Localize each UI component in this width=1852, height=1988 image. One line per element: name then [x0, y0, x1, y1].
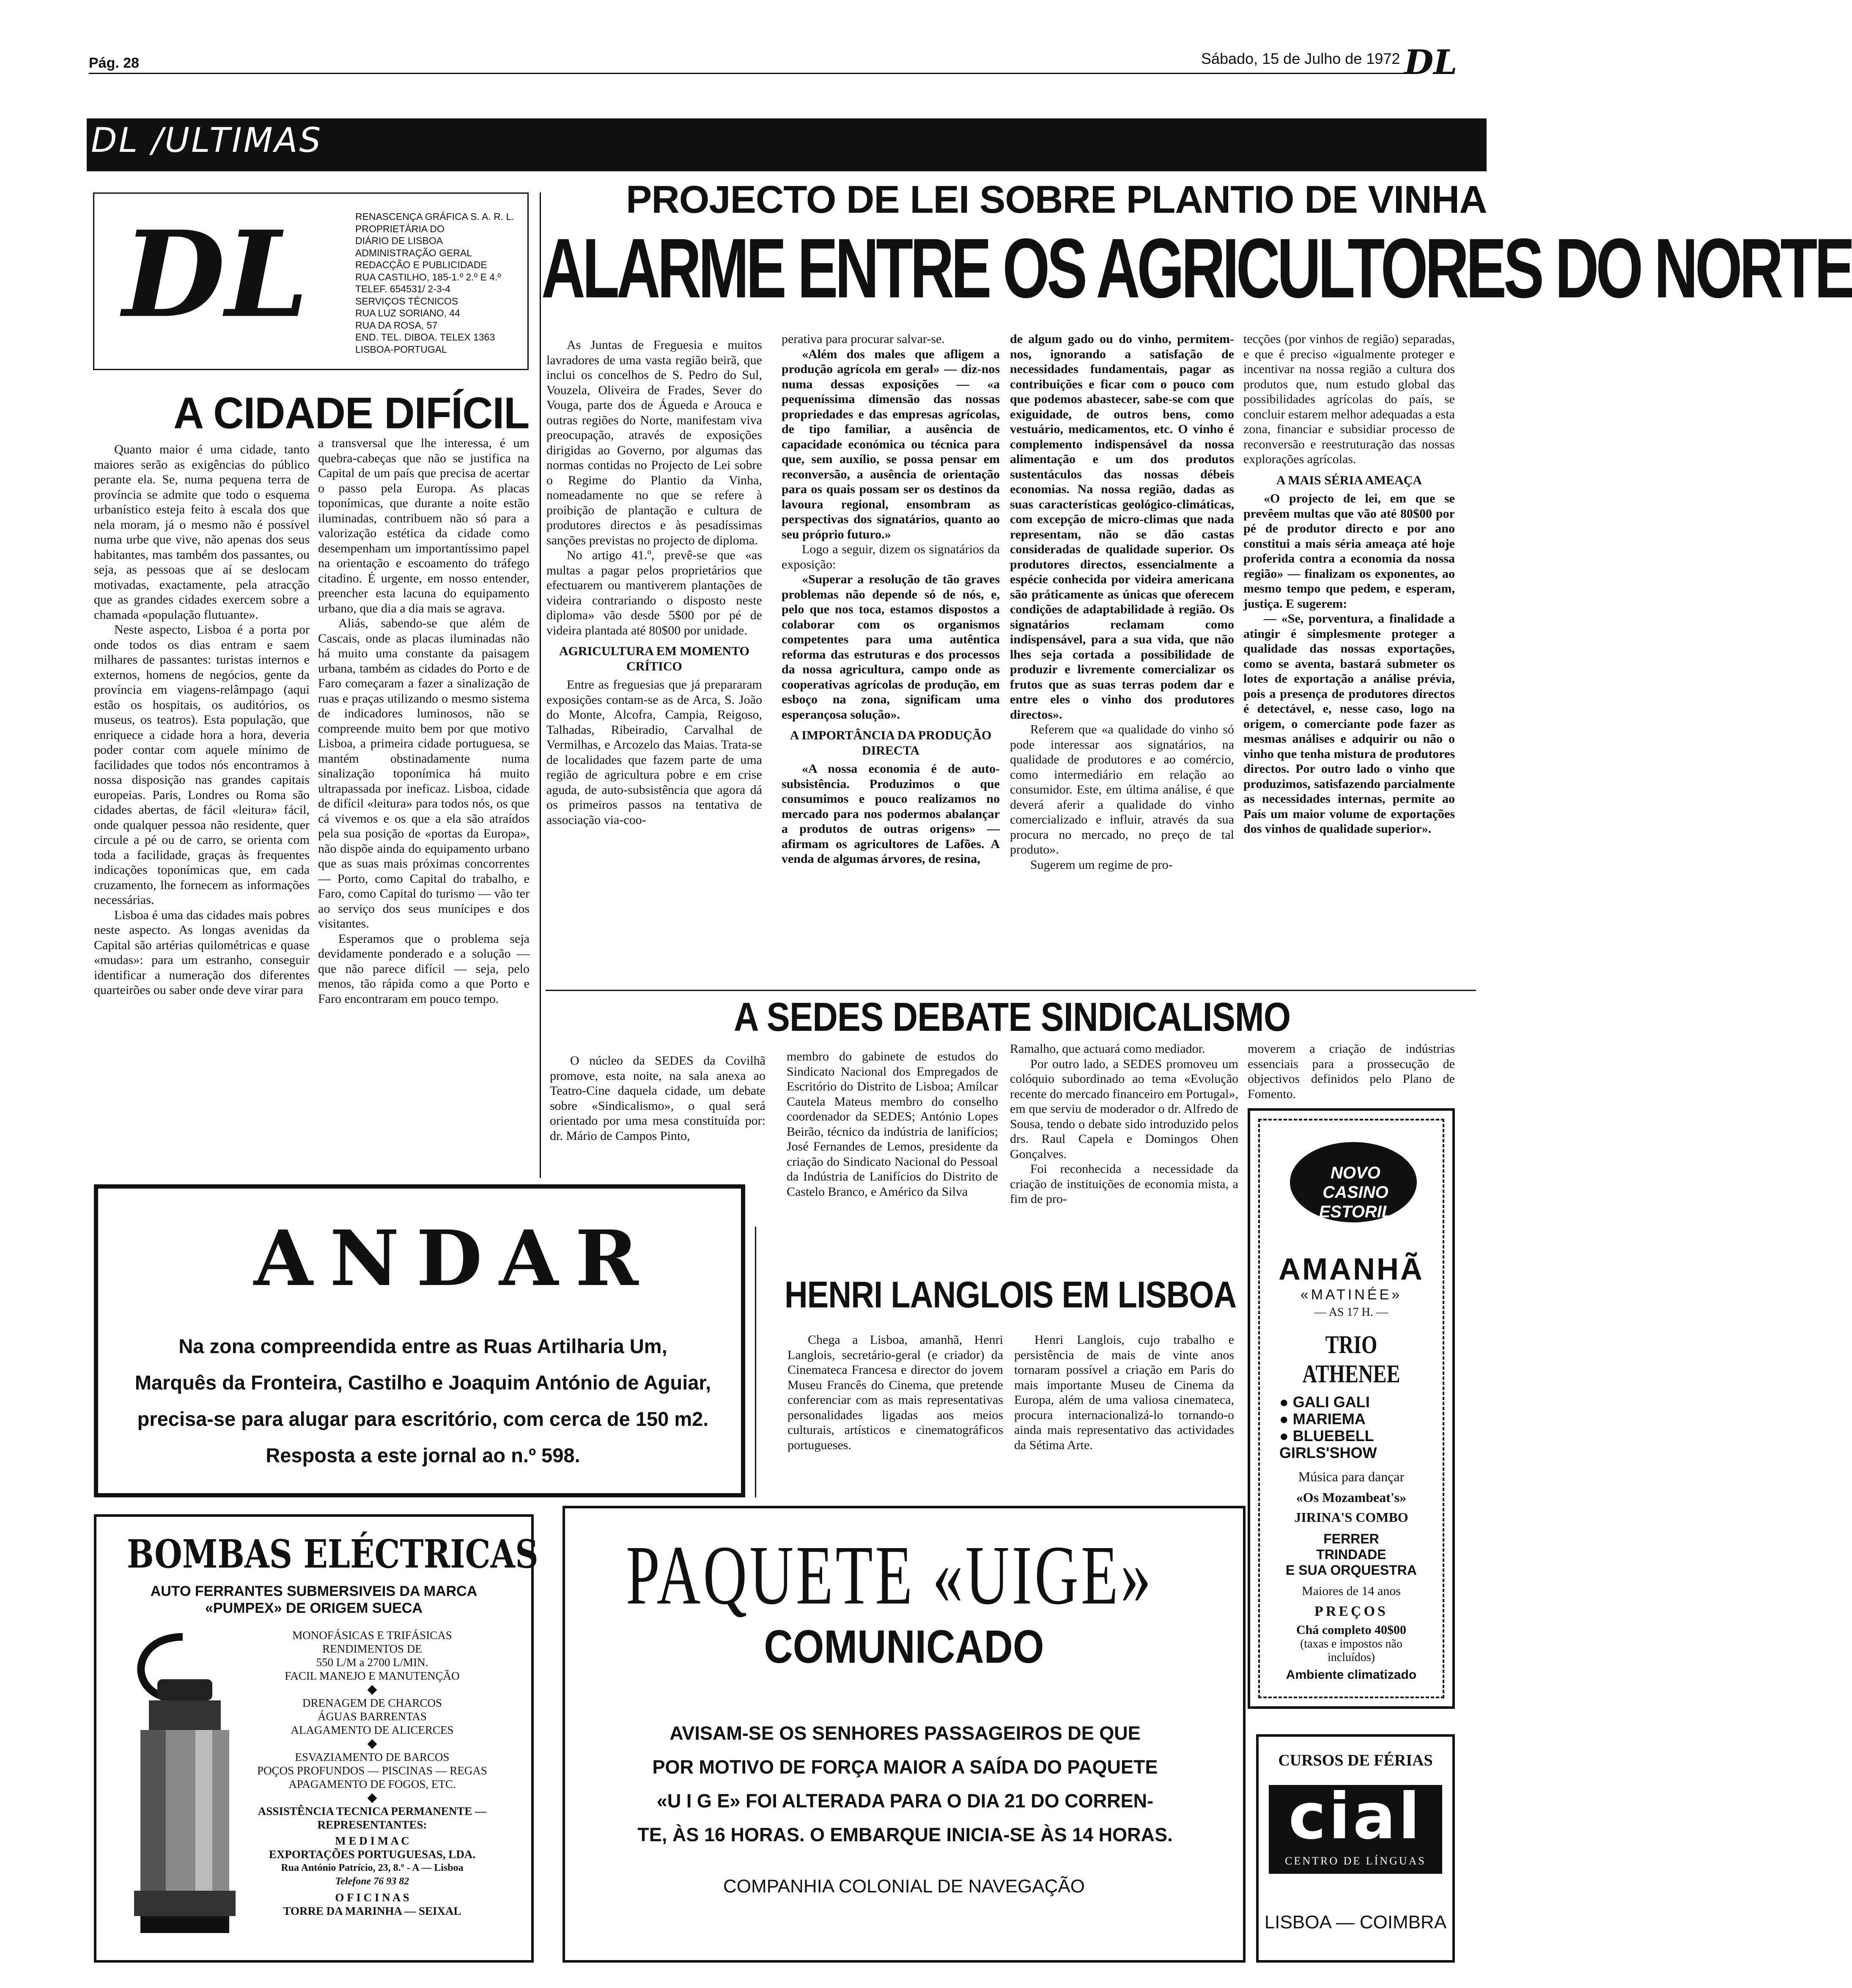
- pump-foot: [140, 1916, 229, 1933]
- casino-band3a: FERRER: [1323, 1531, 1379, 1546]
- vinha-col1-para-1: No artigo 41.º, prevê-se que «as multas a pagar pelos proprietários que efectuarem ou mantiverem plantações de videira contrariando o disposto neste diploma» vão desde 5$00 por pé de videira plantada até 80$00 por unidade.: [546, 548, 762, 637]
- cidade-col2-para-0: a transversal que lhe interessa, é um quebra-cabeças que não se justifica na Capital de um país que precisa de acertar o passo pela Europa. As placas toponímicas, que durante a noite estão iluminadas, contribuem não só para a valorização estética da cidade como desempenham um importantíssimo papel na orientação e escoamento do tráfego citadino. É urgente, em nosso entender, preencher esta lacuna do equipamento urbano, que dia a dia mais se agrava.: [318, 436, 530, 615]
- bombas-spec-1: RENDIMENTOS DE: [322, 1642, 422, 1655]
- vinha-col2e: «A nossa economia é de auto-subsistência. Produzimos o que consumimos e pouco realizamos no mercado para nos podermos abalançar a produtos de outras origens» — afirmam os agricultores de Lafões. A venda de algumas árvores, de resina,: [782, 762, 1000, 866]
- casino-cha: Chá completo 40$00: [1296, 1623, 1406, 1637]
- andar-lines: [110, 1328, 736, 1474]
- casino-air: Ambiente climatizado: [1286, 1668, 1417, 1682]
- masthead-logo: DL: [123, 205, 309, 344]
- cidade-col2: [318, 436, 530, 1006]
- bombas-subtitle: [111, 1583, 517, 1617]
- casino-band1: «Os Mozambeat's»: [1296, 1490, 1407, 1505]
- bombas-sub2: «PUMPEX» DE ORIGEM SUECA: [205, 1600, 423, 1616]
- page-number: Pág. 28: [89, 55, 140, 71]
- bombas-company1: M E D I M A C: [335, 1834, 409, 1847]
- bombas-spec-0: MONOFÁSICAS E TRIFÁSICAS: [292, 1629, 452, 1642]
- cidade-col2-para-2: Esperamos que o problema seja devidamente ponderado e a solução — que não parece difícil — seja, pelo menos, tão rápida como a que Porto e Faro encontraram em pouco tempo.: [318, 931, 530, 1006]
- sedes-col3: [1010, 1041, 1238, 1207]
- bombas-title: BOMBAS ELÉCTRICAS: [127, 1531, 538, 1577]
- bombas-use1-2: ALAGAMENTO DE ALICERCES: [291, 1724, 454, 1736]
- vinha-col1b: Entre as freguesias que já prepararam exposições contam-se as de Arca, S. João do Monte, Alcofra, Campia, Reigoso, Talhadas, Ribeiradio, Carvalhal de Vermilhas, e Arcozelo das Maias. Trata-se de localidades que fazem parte de uma região de agricultura pobre e em crise aguda, de auto-subsistência que agora dá os primeiros passos na tentativa de associação via-coo-: [546, 678, 762, 827]
- sedes-col1: [550, 1053, 765, 1143]
- andar-line-1: Marquês da Fronteira, Castilho e Joaquim António de Aguiar,: [134, 1371, 711, 1394]
- bombas-address: Rua António Patrício, 23, 8.º - A — Lisboa: [281, 1862, 464, 1873]
- masthead-line-2: DIÁRIO DE LISBOA: [355, 235, 443, 246]
- bombas-company2: EXPORTAÇÕES PORTUGUESAS, LDA.: [269, 1848, 476, 1861]
- bombas-sep-2: ◆: [367, 1736, 377, 1750]
- paquete-line-0: AVISAM-SE OS SENHORES PASSAGEIROS DE QUE: [669, 1722, 1141, 1744]
- vinha-kicker: PROJECTO DE LEI SOBRE PLANTIO DE VINHA: [626, 178, 1487, 221]
- vinha-col3a: de algum gado ou do vinho, permitem-nos, ignorando a satisfação de necessidades fundamentais, pagar as contribuições e ficar com o pouco com que podemos abastecer, sabe-se com que exiguidade, de outros bens, como vestuário, medicamentos, etc. O vinho é complemento indispensável da nossa alimentação e um dos produtos sustentáculos das nossas débeis economias. Na nossa região, dadas as suas características geológico-climáticas, com excepção de micro-climas que nada representam, não se dão castas consideradas de qualidade superior. Os produtores directos, essencialmente a espécie conhecida por videira americana são práticamente as únicas que oferecem condições de adaptabilidade à região. Os signatários reclamam como indispensável, para a sua vida, que não lhes seja cortada a possibilidade de produzir e livremente comercializar os frutos que as suas terras podem dar e entre eles o vinho dos produtores directos».: [1010, 332, 1234, 722]
- paquete-subtitle: COMUNICADO: [764, 1621, 1044, 1673]
- vinha-col3: [1010, 332, 1234, 872]
- cidade-col2-para-1: Aliás, sabendo-se que além de Cascais, onde as placas iluminadas não há muito uma constante da paisagem urbana, também as cidades do Porto e de Faro começaram a fazer a sinalização de ruas e praças utilizando o mesmo sistema de indicadores luminosos, não se compreende muito bem por que motivo Lisboa, a primeira cidade portuguesa, se mantém obstinadamente numa sinalização toponímica há muito ultrapassada por ineficaz. Lisboa, cidade de difícil «leitura» para todos nós, os que cá vivemos e os que a ela são atraídos pela sua posição de «portas da Europa», não dispõe ainda do equipamento urbano que as suas mais próximas concorrentes — Porto, como Capital do trabalho, e Faro, como Capital do turismo — vão ter ao serviço dos seus munícipes e dos visitantes.: [318, 616, 530, 931]
- pump-image: [111, 1633, 255, 1946]
- bombas-spec-3: FACIL MANEJO E MANUTENÇÃO: [285, 1669, 460, 1682]
- bombas-uses2: [237, 1750, 508, 1791]
- vinha-col2d: «Superar a resolução de tão graves problemas não depende só de nós, e, pelo que nos toca, estamos dispostos a colaborar com os organismos competentes para uma autêntica reforma das estruturas e dos processos da nossa agricultura, campo onde as cooperativas agrícolas de produção, em esboço na zona, significam uma esperançosa solução».: [782, 572, 1000, 722]
- casino-time: — AS 17 H. —: [1314, 1306, 1388, 1319]
- bombas-use2-2: APAGAMENTO DE FOGOS, ETC.: [288, 1778, 456, 1790]
- paquete-title: PAQUETE «UIGE»: [626, 1529, 1154, 1622]
- cial-logo-sub: CENTRO DE LÍNGUAS: [1285, 1855, 1426, 1867]
- cidade-title: A CIDADE DIFÍCIL: [173, 388, 530, 438]
- header-rule: [89, 73, 1404, 74]
- cial-bottom: LISBOA — COIMBRA: [1264, 1912, 1447, 1933]
- vinha-col4: [1243, 332, 1455, 837]
- pump-top: [149, 1700, 221, 1730]
- cial-top: CURSOS DE FÉRIAS: [1278, 1752, 1433, 1769]
- bombas-use2-0: ESVAZIAMENTO DE BARCOS: [295, 1751, 450, 1763]
- langlois-col2-text: Henri Langlois, cujo trabalho e persistência de mais de vinte anos tornaram possível a criação em Paris do mais importante Museu de Cinema da Europa, além de uma valiosa cinemateca, procura internacionalizá-lo tornando-o ainda mais representativo das actividades da Sétima Arte.: [1014, 1333, 1234, 1452]
- paquete-lines: [567, 1716, 1243, 1852]
- vinha-col3c: Sugerem um regime de pro-: [1030, 857, 1173, 872]
- masthead-line-8: RUA LUZ SORIANO, 44: [355, 308, 460, 319]
- masthead-line-1: PROPRIETÁRIA DO: [355, 223, 444, 234]
- bombas-workshops: O F I C I N A S: [335, 1891, 409, 1904]
- pump-handle: [157, 1679, 212, 1700]
- bombas-specs: [237, 1628, 508, 1683]
- pump-body-light: [195, 1730, 212, 1891]
- casino-item-2: ● BLUEBELL GIRLS'SHOW: [1279, 1427, 1377, 1461]
- cidade-col1-para-1: Neste aspecto, Lisboa é a porta por onde todos os dias entram e saem milhares de passantes: turistas internos e externos, homens de negócios, gente da província em viagens-relâmpago (aqui estão os hospitais, os auditórios, os museus, os teatros). Esta população, que enriquece a cidade hora a hora, deveria poder contar com aquele mínimo de facilidades que todos nós encontramos à nossa disposição nas grandes capitais europeias. Paris, Londres ou Roma são cidades abertas, de fácil «leitura» fácil, onde qualquer pessoa não residente, quer circule a pé ou de carro, se orienta com toda a facilidade, graças às frequentes indicações toponímicas que, em cada cruzamento, lhe fornecem as informações necessárias.: [94, 623, 310, 907]
- vinha-sub2: A IMPORTÂNCIA DA PRODUÇÃO DIRECTA: [790, 728, 992, 758]
- bombas-spec-2: 550 L/M a 2700 L/MIN.: [316, 1656, 428, 1669]
- sedes-col1-text: O núcleo da SEDES da Covilhã promove, esta noite, na sala anexa ao Teatro-Cine daquela cidade, um debate sobre «Sindicalismo», o qual será orientado por uma mesa constituída por: dr. Mário de Campos Pinto,: [550, 1054, 765, 1143]
- page-date: Sábado, 15 de Julho de 1972: [1201, 50, 1400, 67]
- bombas-rep: REPRESENTANTES:: [317, 1818, 427, 1831]
- masthead-line-7: SERVIÇOS TÉCNICOS: [355, 295, 458, 307]
- bombas-use2-1: POÇOS PROFUNDOS — PISCINAS — REGAS: [257, 1764, 487, 1777]
- bombas-location: TORRE DA MARINHA — SEIXAL: [283, 1905, 461, 1917]
- masthead-lines: [355, 211, 514, 355]
- bombas-use1-0: DRENAGEM DE CHARCOS: [302, 1697, 442, 1709]
- casino-act: TRIO ATHENEE: [1302, 1331, 1400, 1388]
- col-rule-1: [540, 192, 541, 1178]
- casino-badge: [1273, 1134, 1429, 1244]
- section-banner-text: DL /ULTIMAS: [91, 121, 323, 160]
- sedes-col4-text: moverem a criação de indústrias essenciais para a prossecução de objectivos definidos pelo Plano de Fomento.: [1248, 1042, 1455, 1101]
- andar-title: ANDAR: [254, 1214, 656, 1303]
- vinha-col1-para-0: As Juntas de Freguesia e muitos lavradores de uma vasta região beirã, que inclui os concelhos de S. Pedro do Sul, Vouzela, Oliveira de Frades, Sever do Vouga, parte dos de Águeda e Arouca e outras regiões do Norte, manifestam viva preocupação, através de exposições dirigidas ao Governo, por algumas das normas contidas no Projecto de Lei sobre o Regime do Plantio da Vinha, nomeadamente no que se refere à proibição de plantação e cultura de produtores directos e às pesadíssimas sanções previstas no projecto de diploma.: [546, 338, 762, 547]
- paquete-company: COMPANHIA COLONIAL DE NAVEGAÇÃO: [723, 1876, 1085, 1897]
- bombas-sub1: AUTO FERRANTES SUBMERSIVEIS DA MARCA: [150, 1583, 477, 1599]
- sedes-col2-text: membro do gabinete de estudos do Sindicato Nacional dos Empregados de Escritório do Distrito de Lisboa; Amílcar Cautela Mateus membro do conselho coordenador da SEDES; António Lopes Beirão, técnico da indústria de lanifícios; José Fernandes de Lemos, presidente da criação do Sindicato Nacional do Pessoal da Indústria de Lanifícios do Distrito de Castelo Branco, e Américo da Silva: [787, 1049, 998, 1199]
- cidade-col1-para-0: Quanto maior é uma cidade, tanto maiores serão as exigências do público perante ela. Se, numa pequena terra de província se admite que todo o esquema urbanístico esteja feito à escala dos que nela moram, já o mesmo não é possível numa urbe que vive, não apenas dos seus habitantes, mas também dos passantes, ou seja, as pessoas que aí se deslocam motivadas, exactamente, pela atracção que as grandes cidades exercem sobre a chamada «população flutuante».: [94, 442, 310, 622]
- bombas-sep-3: ◆: [367, 1790, 377, 1804]
- casino-band2: JIRINA'S COMBO: [1294, 1510, 1408, 1525]
- paquete-line-2: «U I G E» FOI ALTERADA PARA O DIA 21 DO CORREN-: [656, 1790, 1154, 1812]
- cidade-col1: [94, 442, 310, 998]
- masthead-line-4: REDACÇÃO E PUBLICIDADE: [355, 259, 487, 270]
- casino-details: [1262, 1252, 1440, 1682]
- vinha-col2: [782, 332, 1000, 867]
- masthead-line-11: LISBOA-PORTUGAL: [355, 343, 447, 355]
- casino-badge-text: NOVO CASINO ESTORIL: [1319, 1164, 1392, 1221]
- vinha-col4a: tecções (por vinhos de região) separadas, e que é preciso «igualmente proteger e incentivar na nossa região a cultura dos produtos que, num estudo global das possibilidades agrícolas do país, se concluir estarem melhor adequadas a esta zona, financiar e subsidiar processo de reconversão e reestruturação das nossas explorações agrícolas.: [1243, 332, 1455, 466]
- casino-band3c: E SUA ORQUESTRA: [1286, 1562, 1417, 1578]
- cidade-col1-para-2: Lisboa é uma das cidades mais pobres neste aspecto. As longas avenidas da Capital são artérias quilométricas e quase «mudas»: para um estranho, conseguir identificar a numeração dos diferentes quarteirões ou saber onde deve virar para: [94, 908, 310, 997]
- vinha-col3b: Referem que «a qualidade do vinho só pode interessar aos signatários, na qualidade de produtores e ao comércio, como intermediário em relação ao consumidor. Este, em última análise, é que deverá aferir a qualidade do vinho comercializado e influir, através da sua procura no mercado, no preço de tal produto».: [1010, 722, 1234, 857]
- pump-body-shade: [140, 1730, 166, 1891]
- vinha-bottom-rule: [546, 990, 1476, 991]
- masthead-line-0: RENASCENÇA GRÁFICA S. A. R. L.: [355, 211, 514, 222]
- bombas-uses1: [237, 1696, 508, 1737]
- langlois-rule: [755, 1227, 756, 1497]
- casino-items: [1262, 1394, 1440, 1461]
- sedes-col3a: Ramalho, que actuará como mediador.: [1010, 1042, 1205, 1056]
- bombas-sep-1: ◆: [367, 1682, 377, 1696]
- vinha-col1: [546, 338, 762, 827]
- masthead-line-10: END. TEL. DIBOA. TELEX 1363: [355, 332, 495, 343]
- casino-item-0: ● GALI GALI: [1279, 1393, 1370, 1411]
- andar-line-0: Na zona compreendida entre as Ruas Artilharia Um,: [178, 1335, 667, 1357]
- casino-music: Música para dançar: [1298, 1469, 1405, 1484]
- pump-base: [134, 1891, 236, 1916]
- masthead-line-9: RUA DA ROSA, 57: [355, 319, 438, 331]
- paquete-line-1: POR MOTIVO DE FORÇA MAIOR A SAÍDA DO PAQUETE: [652, 1756, 1158, 1778]
- vinha-headline: ALARME ENTRE OS AGRICULTORES DO NORTE: [541, 221, 1852, 316]
- sedes-col4: [1248, 1041, 1455, 1101]
- langlois-title: HENRI LANGLOIS EM LISBOA: [785, 1274, 1237, 1315]
- cial-logo: cial: [1288, 1780, 1423, 1853]
- casino-precos: PREÇOS: [1314, 1604, 1388, 1619]
- casino-amanha: AMANHÃ: [1279, 1252, 1424, 1286]
- masthead-line-3: ADMINISTRAÇÃO GERAL: [355, 247, 472, 258]
- bombas-assist: ASSISTÊNCIA TECNICA PERMANENTE —: [258, 1805, 487, 1818]
- sedes-col3b: Por outro lado, a SEDES promoveu um colóquio subordinado ao tema «Evolução recente do mercado financeiro em Portugal», em que serviu de moderador o dr. Alfredo de Sousa, tendo o debate sido introduzido pelos drs. Raul Capela e Domingos Ohen Gonçalves.: [1010, 1057, 1238, 1161]
- langlois-col2: [1014, 1332, 1234, 1453]
- langlois-col1-text: Chega a Lisboa, amanhã, Henri Langlois, secretário-geral (e criador) da Cinemateca Francesa e director do jovem Museu Francês do Cinema, que pretende conferenciar com as mais representativas personalidades ligadas aos meios culturais, artísticos e cinematográficos portugueses.: [787, 1333, 1003, 1452]
- casino-matinee: «MATINÉE»: [1300, 1287, 1402, 1303]
- langlois-col1: [787, 1332, 1003, 1453]
- masthead-line-6: TELEF. 654531/ 2-3-4: [355, 283, 451, 294]
- casino-tax1: (taxas e impostos não: [1300, 1637, 1402, 1650]
- vinha-sub3: A MAIS SÉRIA AMEAÇA: [1276, 473, 1422, 487]
- sedes-col2: [787, 1049, 998, 1199]
- masthead-line-5: RUA CASTILHO, 185-1.º 2.º E 4.º: [355, 271, 501, 283]
- vinha-sub1: AGRICULTURA EM MOMENTO CRÍTICO: [559, 644, 750, 673]
- casino-item-1: ● MARIEMA: [1279, 1410, 1366, 1428]
- vinha-col4b: «O projecto de lei, em que se prevêem multas que vão até 80$00 por pé de produtor directo e por ano constitui a mais séria ameaça até hoje proferida contra a economia da nossa região» — finalizam os exponentes, ao mesmo tempo que pedem, e esperam, justiça. E sugerem:: [1243, 492, 1455, 611]
- vinha-col4c: — «Se, porventura, a finalidade a atingir é simplesmente proteger a qualidade das nossas exportações, como se aventa, bastará submeter os lotes de exportação a análise prévia, pois a presença de produtores directos é detectável, e, nesse caso, logo na origem, o comerciante pode fazer as mesmas análises e adquirir ou não o vinho que tenha mistura de produtores directos. Por outro lado o vinho que produzimos, satisfazendo parcialmente as necessidades internas, permite ao País um maior volume de exportações dos vinhos de qualidade superior».: [1243, 612, 1455, 836]
- casino-band3b: TRINDADE: [1316, 1547, 1386, 1562]
- andar-line-3: Resposta a este jornal ao n.º 598.: [266, 1444, 580, 1466]
- vinha-col2b: «Além dos males que afligem a produção agrícola em geral» — diz-nos numa dessas exposições — «a pequeníssima dimensão das nossas propriedades e das empresas agrícolas, de tipo familiar, a ausência de capacidade económica ou técnica para que, sem auxílio, se possa pensar em reconversão, a ausência de orientação para os quais possam ser os destinos da lavoura regional, ensombram as perspectivas dos signatários, quanto ao seu próprio futuro.»: [782, 347, 1000, 541]
- bombas-phone: Telefone 76 93 82: [335, 1876, 409, 1887]
- sedes-title: A SEDES DEBATE SINDICALISMO: [734, 994, 1291, 1040]
- bombas-details: [237, 1628, 508, 1918]
- header-logo: DL: [1404, 42, 1457, 82]
- andar-line-2: precisa-se para alugar para escritório, com cerca de 150 m2.: [137, 1408, 709, 1430]
- paquete-line-3: TE, ÀS 16 HORAS. O EMBARQUE INICIA-SE ÀS 14 HORAS.: [637, 1824, 1173, 1845]
- vinha-col2a: perativa para procurar salvar-se.: [782, 332, 945, 346]
- vinha-col2c: Logo a seguir, dizem os signatários da exposição:: [782, 542, 1000, 571]
- bombas-use1-1: ÁGUAS BARRENTAS: [317, 1710, 427, 1723]
- sedes-col3c: Foi reconhecida a necessidade da criação de instituições de economia mista, a fim de pro-: [1010, 1162, 1238, 1206]
- casino-age: Maiores de 14 anos: [1301, 1584, 1401, 1598]
- casino-tax2: incluídos): [1328, 1651, 1375, 1664]
